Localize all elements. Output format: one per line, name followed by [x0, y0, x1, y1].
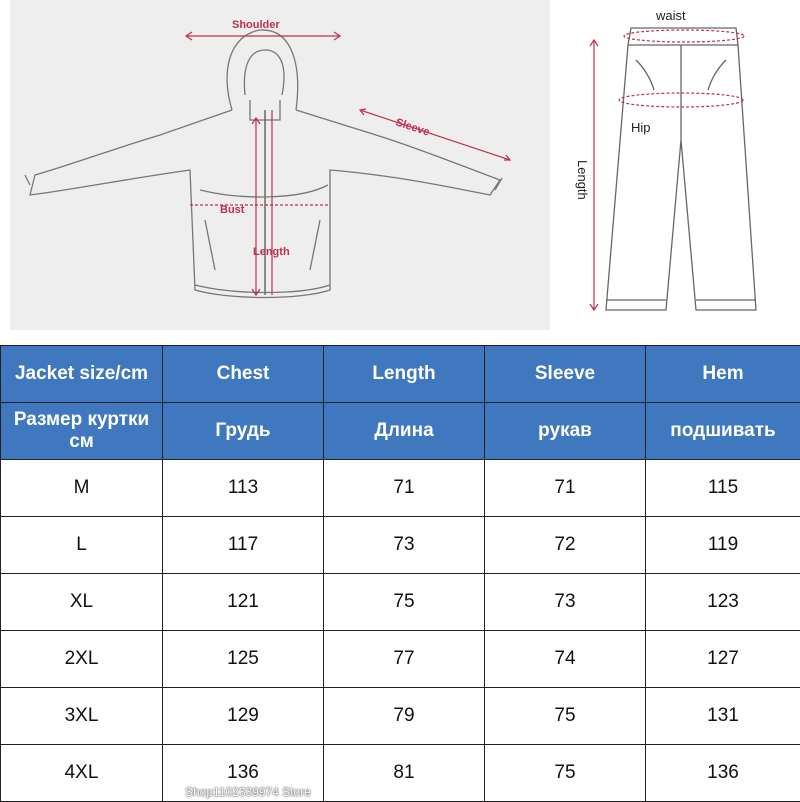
- sleeve-cell: 75: [485, 688, 646, 745]
- sleeve-cell: 71: [485, 460, 646, 517]
- table-row: [1, 517, 800, 574]
- table-row: [1, 460, 800, 517]
- header-size: Jacket size/cm: [1, 346, 163, 403]
- size-cell: M: [1, 460, 163, 517]
- table-row: [1, 574, 800, 631]
- table-row: [1, 631, 800, 688]
- length-cell: 71: [324, 460, 485, 517]
- header-length: Length: [324, 346, 485, 403]
- shoulder-label: Shoulder: [232, 19, 280, 31]
- store-watermark: Shop1102339974 Store: [185, 785, 311, 799]
- chest-cell: 117: [163, 517, 324, 574]
- header-size-ru: Размер куртки см: [1, 403, 163, 460]
- sleeve-cell: 74: [485, 631, 646, 688]
- jacket-diagram-panel: [10, 0, 550, 330]
- size-cell: XL: [1, 574, 163, 631]
- size-cell: L: [1, 517, 163, 574]
- hem-cell: 119: [646, 517, 800, 574]
- sleeve-cell: 75: [485, 745, 646, 802]
- chest-cell: 121: [163, 574, 324, 631]
- size-illustration: [0, 0, 800, 340]
- hem-cell: 136: [646, 745, 800, 802]
- header-chest: Chest: [163, 346, 324, 403]
- size-chart-table: [0, 345, 800, 802]
- length-cell: 77: [324, 631, 485, 688]
- pants-diagram-panel: [556, 0, 800, 330]
- size-cell: 2XL: [1, 631, 163, 688]
- header-hem-ru: подшивать: [646, 403, 800, 460]
- length-cell: 73: [324, 517, 485, 574]
- hem-cell: 123: [646, 574, 800, 631]
- hem-cell: 127: [646, 631, 800, 688]
- length-cell: 81: [324, 745, 485, 802]
- sleeve-cell: 73: [485, 574, 646, 631]
- hem-cell: 115: [646, 460, 800, 517]
- header-hem: Hem: [646, 346, 800, 403]
- header-chest-ru: Грудь: [163, 403, 324, 460]
- header-row-russian: [1, 403, 800, 460]
- table-row: [1, 745, 800, 802]
- chest-cell: 136: [163, 745, 324, 802]
- sleeve-label: Sleeve: [394, 116, 431, 138]
- hem-cell: 131: [646, 688, 800, 745]
- size-cell: 3XL: [1, 688, 163, 745]
- chest-cell: 113: [163, 460, 324, 517]
- header-sleeve-ru: рукав: [485, 403, 646, 460]
- size-cell: 4XL: [1, 745, 163, 802]
- header-row-english: [1, 346, 800, 403]
- pants-illustration: [556, 0, 800, 330]
- pants-length-label: Length: [575, 160, 590, 200]
- sleeve-cell: 72: [485, 517, 646, 574]
- waist-label: waist: [655, 8, 686, 23]
- header-length-ru: Длина: [324, 403, 485, 460]
- length-label: Length: [253, 246, 290, 258]
- bust-label: Bust: [220, 204, 245, 216]
- table-row: [1, 688, 800, 745]
- hip-label: Hip: [631, 120, 651, 135]
- jacket-illustration: [10, 0, 550, 330]
- length-cell: 75: [324, 574, 485, 631]
- length-cell: 79: [324, 688, 485, 745]
- chest-cell: 125: [163, 631, 324, 688]
- header-sleeve: Sleeve: [485, 346, 646, 403]
- chest-cell: 129: [163, 688, 324, 745]
